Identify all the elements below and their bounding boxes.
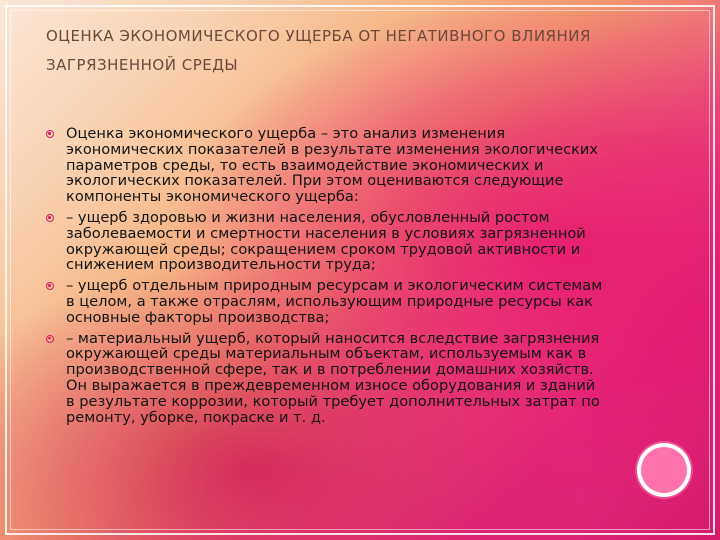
bullet-item — [46, 331, 606, 426]
ring-bullet-icon — [46, 282, 54, 290]
bullet-item — [46, 278, 606, 325]
bullet-text: – ущерб здоровью и жизни населения, обусловленный ростом заболеваемости и смертности населения в условиях загрязненной окружающей среды; сокращением сроком трудовой активности и снижением производительности труда; — [66, 208, 586, 274]
bullet-text: Оценка экономического ущерба – это анализ изменения экономических показателей в результате изменения экологических параметров среды, то есть взаимодействие экономических и экологических показателей. При этом оцениваются следующие компоненты экономического ущерба: — [66, 125, 599, 206]
ring-bullet-icon — [46, 214, 54, 222]
bullet-text: – материальный ущерб, который наносится вследствие загрязнения окружающей среды материальным объектам, используемым как в производственной сфере, так и в потреблении домашних хозяйств. Он выражается в преждевременном износе оборудования и зданий в результате коррозии, который требует дополнительных затрат по ремонту, уборке, покраске и т. д. — [66, 329, 600, 426]
ring-bullet-icon — [46, 130, 54, 138]
bullet-item — [46, 210, 606, 273]
bullet-item — [46, 126, 606, 205]
bullet-text: – ущерб отдельным природным ресурсам и экологическим системам в целом, а также отраслям, использующим природные ресурсы как основные факторы производства; — [66, 277, 603, 326]
slide-title: ОЦЕНКА ЭКОНОМИЧЕСКОГО УЩЕРБА ОТ НЕГАТИВНОГО ВЛИЯНИЯ ЗАГРЯЗНЕННОЙ СРЕДЫ — [46, 27, 591, 74]
ring-bullet-icon — [46, 335, 54, 343]
decorative-circle — [641, 447, 687, 493]
bullet-list — [46, 126, 606, 430]
